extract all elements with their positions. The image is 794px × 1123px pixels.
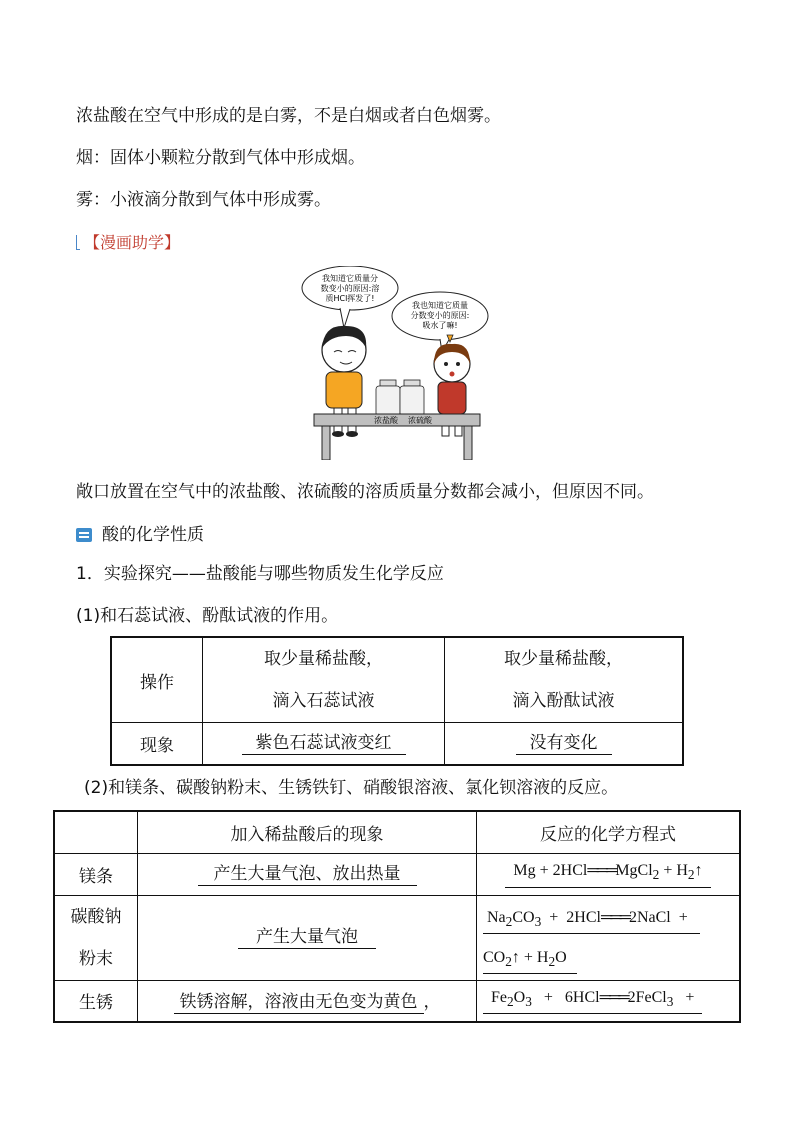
empty-header-cell	[54, 811, 138, 853]
bubble-right-line-3: 吸水了嘛!	[422, 321, 458, 330]
bubble-right-line-2: 分数变小的原因:	[410, 311, 470, 320]
sodium-carbonate-name-line-1: 碳酸钠	[70, 906, 122, 927]
bubble-left-line-3: 质HCl挥发了!	[325, 294, 375, 303]
op-litmus-line-1: 取少量稀盐酸，	[264, 649, 383, 669]
row-sodium-carbonate-name	[54, 895, 138, 980]
row-sodium-carbonate-equation	[477, 895, 741, 980]
paragraph-mist-definition: 雾：小液滴分散到气体中形成雾。	[76, 190, 331, 210]
rust-phenomenon-trailing-comma: ，	[423, 992, 441, 1013]
paragraph-concentration-note: 敞口放置在空气中的浓盐酸、浓硫酸的溶质质量分数都会减小，但原因不同。	[76, 482, 654, 502]
section-heading	[76, 520, 204, 545]
op-phenol-line-2: 滴入酚酞试液	[512, 691, 615, 711]
row-magnesium-name: 镁条	[54, 853, 138, 895]
phenomenon-litmus	[203, 723, 445, 765]
section-heading-text: 酸的化学性质	[102, 525, 204, 545]
rust-phenomenon-answer: 铁锈溶解，溶液由无色变为黄色	[174, 991, 424, 1014]
magnesium-phenomenon-answer: 产生大量气泡、放出热量	[198, 863, 417, 886]
phenomenon-header: 现象	[111, 723, 203, 765]
comic-illustration	[300, 266, 496, 460]
sodium-carbonate-name-line-2: 粉末	[79, 948, 113, 969]
corner-mark-icon	[76, 235, 80, 250]
row-magnesium-equation	[477, 853, 741, 895]
op-header: 操作	[111, 637, 203, 723]
row-sodium-carbonate-phenomenon	[138, 895, 477, 980]
bubble-left-line-2: 数变小的原因:溶	[320, 284, 380, 293]
manga-heading	[76, 230, 180, 253]
paragraph-reactions: (2)和镁条、碳酸钠粉末、生锈铁钉、硝酸银溶液、氯化钡溶液的反应。	[84, 778, 619, 798]
row-rust-name: 生锈	[54, 980, 138, 1022]
bottle-left	[376, 380, 400, 416]
phenomenon-phenol-answer: 没有变化	[516, 732, 612, 755]
header-equation: 反应的化学方程式	[477, 811, 741, 853]
magnesium-equation-answer: Mg + 2HCl═══MgCl$_2$ + $H_2↑$	[505, 860, 710, 887]
row-magnesium-phenomenon	[138, 853, 477, 895]
sodium-carbonate-phenomenon-answer: 产生大量气泡	[238, 926, 376, 949]
row-rust-equation	[477, 980, 741, 1022]
rust-equation-answer: $Fe_2O_3$ + 6HCl═══2FeCl$_3$ +	[483, 987, 702, 1014]
paragraph-experiment: 1．实验探究——盐酸能与哪些物质发生化学反应	[76, 564, 444, 584]
paragraph-smoke-definition: 烟：固体小颗粒分散到气体中形成烟。	[76, 148, 365, 168]
indicator-table	[110, 636, 684, 766]
manga-heading-text: 【漫画助学】	[84, 233, 181, 252]
label-conc-h2so4: 浓硫酸	[408, 416, 432, 425]
sodium-carbonate-equation-line-2: $CO_2↑ + H_2O$	[483, 947, 577, 974]
paragraph-indicator: (1)和石蕊试液、酚酞试液的作用。	[76, 606, 339, 626]
label-conc-hcl: 浓盐酸	[374, 416, 398, 425]
header-phenomenon: 加入稀盐酸后的现象	[138, 811, 477, 853]
bubble-left-line-1: 我知道它质量分	[322, 274, 378, 283]
bottle-right	[400, 380, 424, 416]
sodium-carbonate-equation-line-1: $Na_2CO_3$ + 2HCl═══2NaCl +	[483, 907, 700, 934]
phenomenon-phenolphthalein	[445, 723, 684, 765]
list-icon	[76, 528, 92, 542]
op-phenol-line-1: 取少量稀盐酸，	[504, 649, 623, 669]
paragraph-white-mist: 浓盐酸在空气中形成的是白雾，不是白烟或者白色烟雾。	[76, 106, 501, 126]
reaction-table	[53, 810, 741, 1023]
row-rust-phenomenon	[138, 980, 477, 1022]
op-litmus	[203, 637, 445, 723]
bubble-right-line-1: 我也知道它质量	[412, 301, 468, 310]
op-litmus-line-2: 滴入石蕊试液	[272, 691, 375, 711]
op-phenolphthalein	[445, 637, 684, 723]
phenomenon-litmus-answer: 紫色石蕊试液变红	[242, 732, 406, 755]
